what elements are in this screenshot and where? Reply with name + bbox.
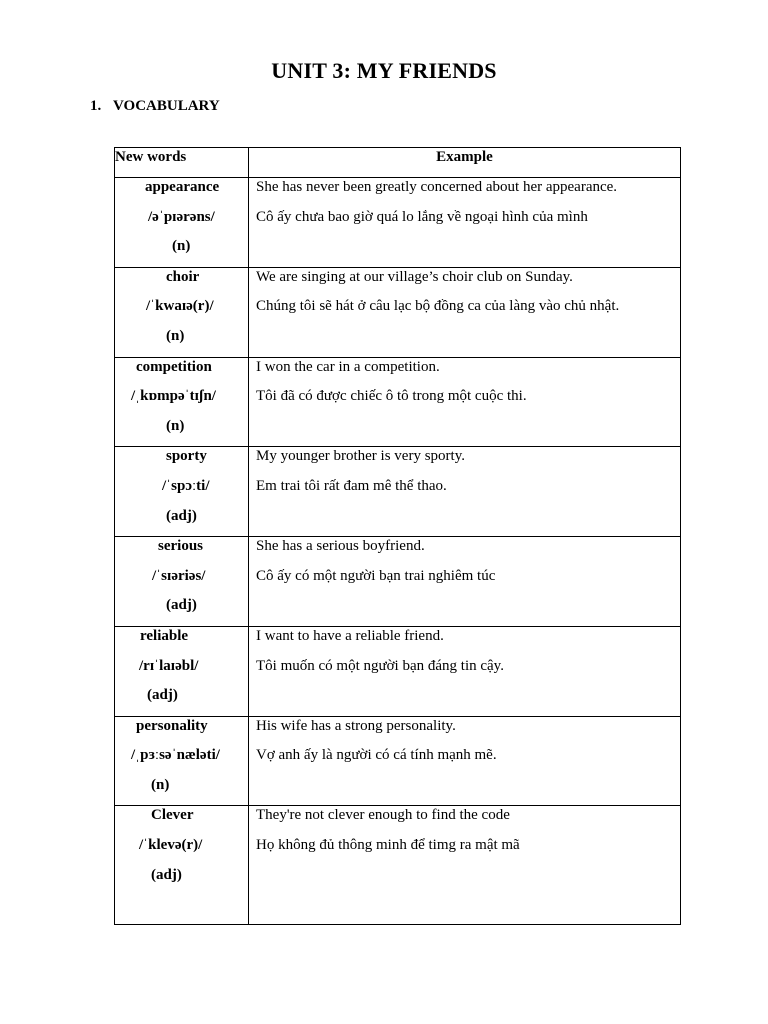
vocab-part-of-speech: (n) <box>172 238 191 255</box>
word-cell <box>115 716 249 806</box>
vocab-word: serious <box>158 538 203 555</box>
vocabulary-table-body <box>115 178 681 925</box>
example-english: I want to have a reliable friend. <box>256 627 444 644</box>
example-cell <box>249 626 681 716</box>
table-header-row <box>115 148 681 178</box>
vocab-ipa: /ˈklevə(r)/ <box>139 837 203 854</box>
example-vietnamese: Vợ anh ấy là người có cá tính mạnh mẽ. <box>256 747 497 764</box>
vocabulary-table <box>114 147 681 925</box>
word-cell <box>115 806 249 925</box>
vocab-ipa: /rɪˈlaɪəbl/ <box>139 657 199 674</box>
page-title: UNIT 3: MY FRIENDS <box>271 58 497 83</box>
table-row <box>115 267 681 357</box>
word-cell <box>115 447 249 537</box>
vocab-ipa: /əˈpɪərəns/ <box>148 208 215 225</box>
vocab-word: competition <box>136 358 212 375</box>
vocab-part-of-speech: (adj) <box>147 687 178 704</box>
example-vietnamese: Cô ấy có một người bạn trai nghiêm túc <box>256 567 496 584</box>
example-vietnamese: Tôi muốn có một người bạn đáng tin cậy. <box>256 657 504 674</box>
vocab-word: reliable <box>140 627 189 644</box>
table-row <box>115 626 681 716</box>
example-vietnamese: Em trai tôi rất đam mê thể thao. <box>256 477 447 494</box>
table-row <box>115 806 681 925</box>
vocab-word: personality <box>136 717 208 734</box>
example-cell <box>249 447 681 537</box>
example-vietnamese: Tôi đã có được chiếc ô tô trong một cuộc thi. <box>256 388 527 405</box>
example-cell <box>249 716 681 806</box>
section-label: VOCABULARY <box>113 98 220 114</box>
header-example: Example <box>249 148 681 178</box>
example-vietnamese: Chúng tôi sẽ hát ở câu lạc bộ đồng ca của làng vào chủ nhật. <box>256 298 620 315</box>
table-row <box>115 357 681 447</box>
vocab-word: appearance <box>145 179 220 195</box>
vocab-word: Clever <box>151 807 194 824</box>
vocab-ipa: /ˈkwaɪə(r)/ <box>146 298 214 315</box>
table-row <box>115 716 681 806</box>
example-english: She has a serious boyfriend. <box>256 538 425 555</box>
vocab-ipa: /ˈspɔːti/ <box>162 477 210 494</box>
vocab-part-of-speech: (n) <box>166 327 185 344</box>
word-cell <box>115 267 249 357</box>
example-english: My younger brother is very sporty. <box>256 448 465 465</box>
vocab-part-of-speech: (n) <box>151 776 170 793</box>
example-vietnamese: Họ không đủ thông minh để timg ra mật mã <box>256 837 520 854</box>
vocab-ipa: /ˌpɜːsəˈnæləti/ <box>131 747 220 764</box>
vocab-part-of-speech: (n) <box>166 417 185 434</box>
vocab-ipa: /ˌkɒmpəˈtɪʃn/ <box>131 388 216 405</box>
table-row <box>115 537 681 627</box>
table-row <box>115 178 681 268</box>
header-new-words: New words <box>115 148 249 178</box>
example-english: His wife has a strong personality. <box>256 717 456 734</box>
word-cell <box>115 626 249 716</box>
example-cell <box>249 806 681 925</box>
vocab-part-of-speech: (adj) <box>166 597 197 614</box>
example-english: They're not clever enough to find the code <box>256 807 510 824</box>
vocab-part-of-speech: (adj) <box>151 866 182 883</box>
word-cell <box>115 357 249 447</box>
vocab-word: sporty <box>166 448 207 465</box>
section-number: 1. <box>90 98 102 114</box>
example-cell <box>249 267 681 357</box>
example-cell <box>249 357 681 447</box>
example-english: She has never been greatly concerned about her appearance. <box>256 179 618 195</box>
word-cell <box>115 537 249 627</box>
example-cell <box>249 178 681 268</box>
word-cell <box>115 178 249 268</box>
vocab-part-of-speech: (adj) <box>166 507 197 524</box>
vocab-ipa: /ˈsɪəriəs/ <box>152 567 206 584</box>
section-heading <box>90 98 220 115</box>
example-cell <box>249 537 681 627</box>
example-english: I won the car in a competition. <box>256 358 440 375</box>
vocab-word: choir <box>166 268 200 285</box>
table-row <box>115 447 681 537</box>
example-english: We are singing at our village’s choir club on Sunday. <box>256 268 573 285</box>
example-vietnamese: Cô ấy chưa bao giờ quá lo lắng về ngoại hình của mình <box>256 208 588 225</box>
